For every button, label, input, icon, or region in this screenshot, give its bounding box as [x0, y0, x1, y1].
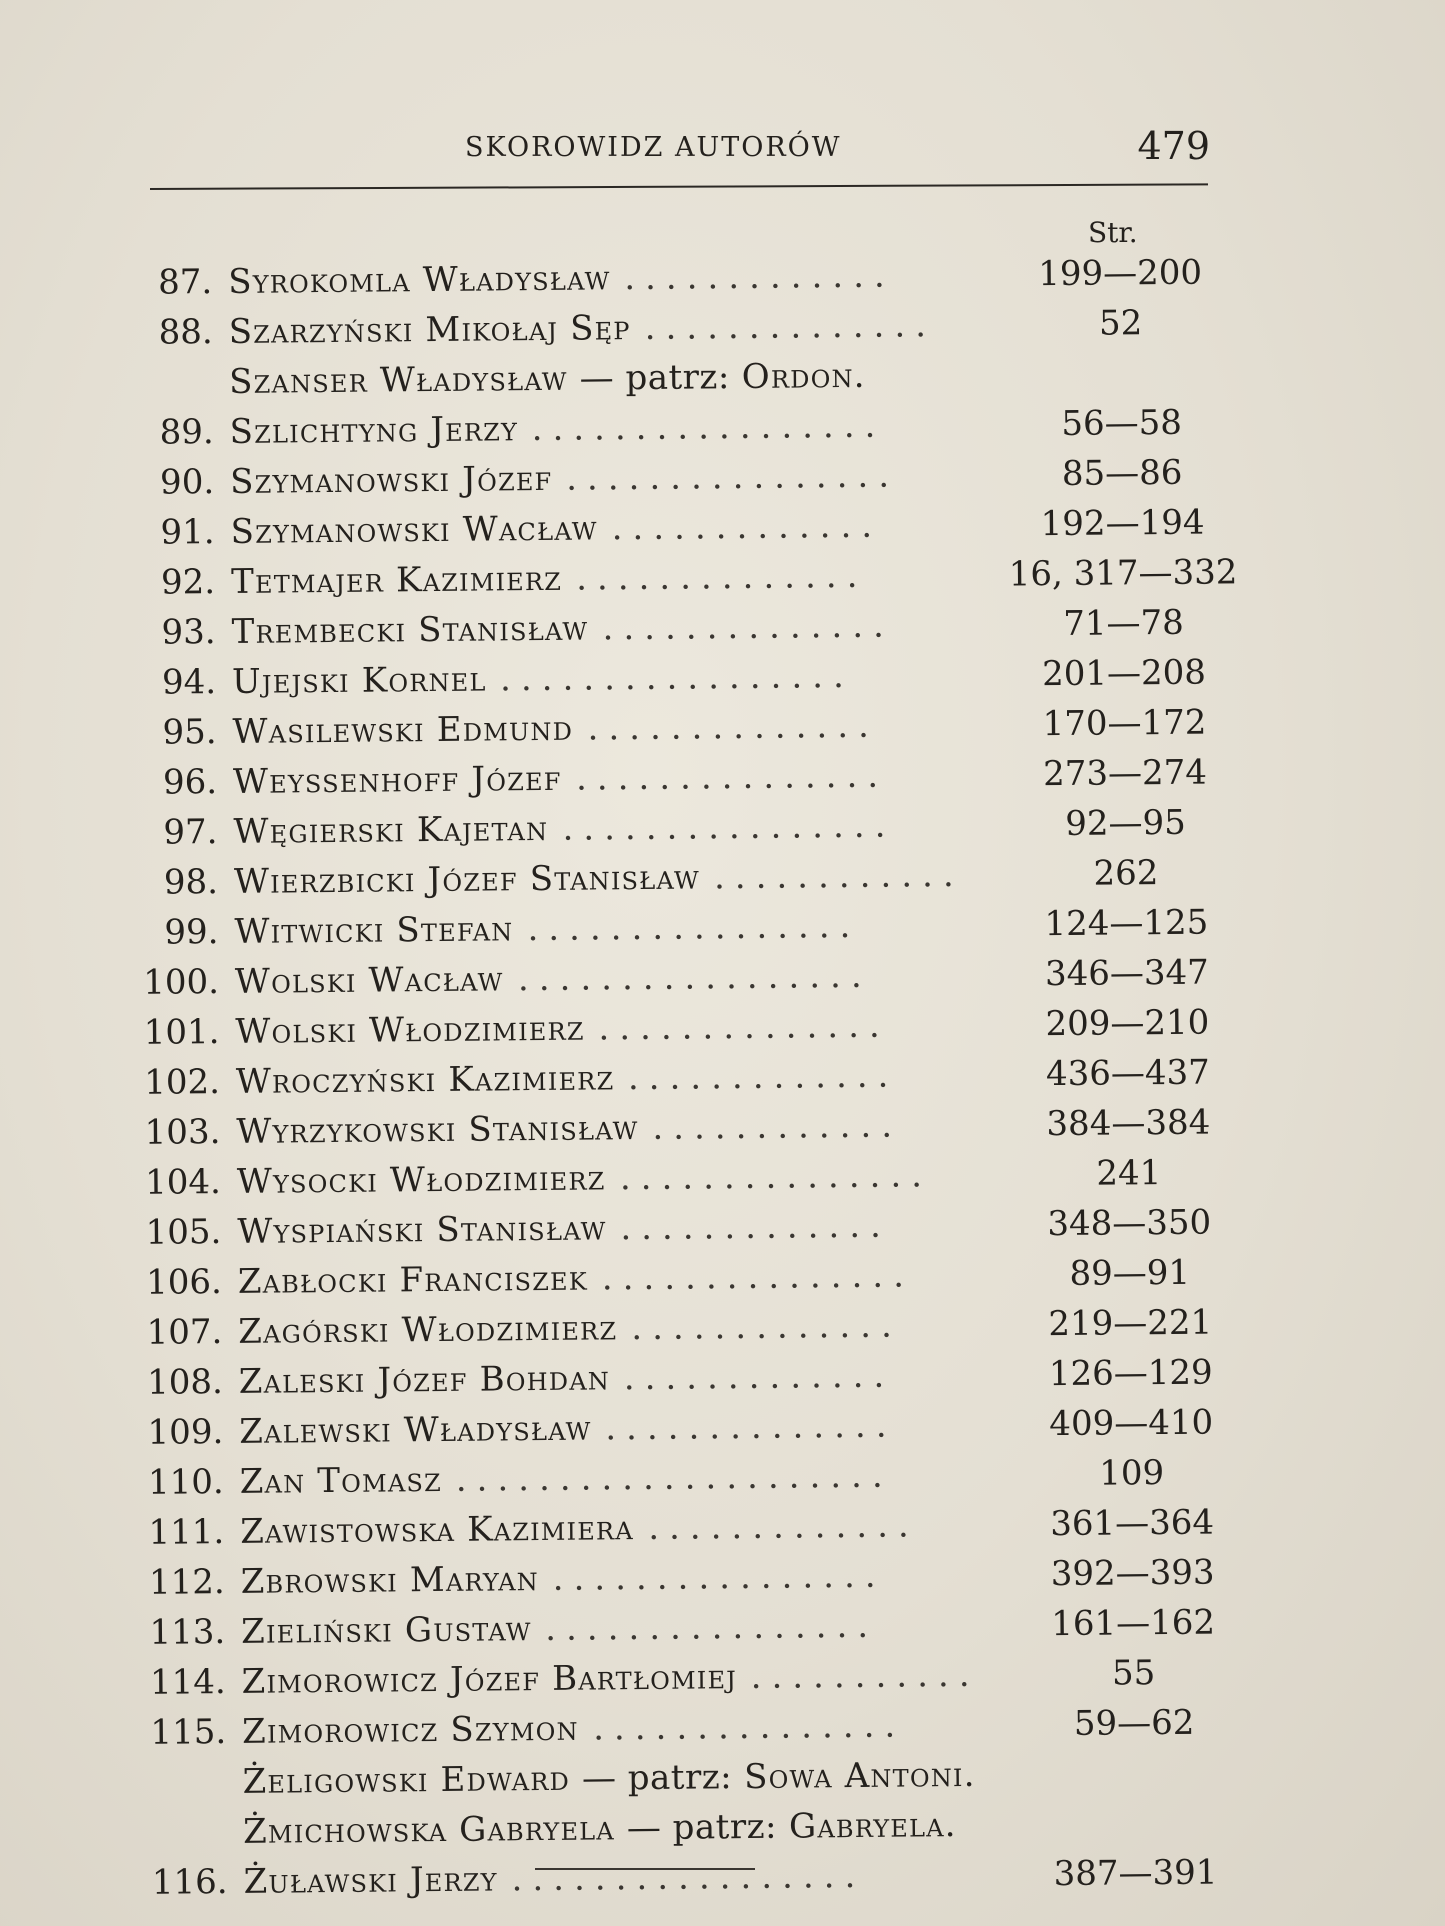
entry-number: 96. [162, 762, 218, 803]
dot-leader: ............... [575, 755, 889, 799]
entry-number: 108. [146, 1362, 223, 1403]
page-range: 241 [1096, 1153, 1162, 1194]
author-index-list [120, 247, 1256, 1908]
author-name [234, 852, 700, 906]
closing-rule [535, 1868, 755, 1870]
author-name [233, 754, 562, 807]
dot-leader: ................ [544, 1605, 879, 1649]
author-name [238, 1303, 617, 1357]
page-range: 262 [1093, 853, 1159, 894]
author-name-text: Wroczyński Kazimierz [235, 1058, 615, 1102]
author-name [235, 1004, 585, 1057]
entry-number: 101. [143, 1012, 220, 1053]
author-name-text: Wasilewski Edmund [232, 708, 574, 752]
dot-leader: .............. [605, 1405, 897, 1449]
dot-leader: ............ [713, 854, 964, 898]
page-range: 59—62 [1073, 1702, 1195, 1744]
pages-column-label: Str. [1088, 216, 1138, 249]
entry-number: 110. [147, 1462, 224, 1503]
page-range: 85—86 [1061, 452, 1183, 494]
dot-leader: ............... [601, 1255, 915, 1299]
entry-number: 94. [161, 662, 217, 703]
entry-number [135, 1807, 227, 1808]
dot-leader: .............. [644, 305, 937, 348]
dot-leader: ............. [631, 1305, 902, 1349]
dot-leader: ............. [624, 255, 895, 299]
author-name-text: Wierzbicki Józef Stanisław [233, 857, 701, 902]
dot-leader: ................ [527, 905, 861, 950]
entry-number: 104. [144, 1162, 222, 1203]
author-name-text: Witwicki Stefan [234, 909, 514, 952]
author-name-text: Zimorowicz Józef Bartłomiej [241, 1657, 738, 1702]
author-name-text: Wolski Włodzimierz [235, 1008, 585, 1052]
author-name-text: Wolski Wacław [234, 959, 504, 1002]
author-name [231, 604, 588, 657]
author-name-text: Żmichowska Gabryela [242, 1808, 616, 1852]
author-name-text: Szymanowski Józef [229, 458, 553, 502]
page-range: 126—129 [1048, 1352, 1213, 1395]
entry-number: 91. [160, 512, 215, 553]
author-name-text: Szlichtyng Jerzy [229, 409, 519, 452]
entry-number: 111. [148, 1512, 225, 1553]
entry-number [121, 357, 213, 358]
dot-leader: ............. [648, 1505, 919, 1548]
author-name-text: Zabłocki Franciszek [237, 1258, 589, 1302]
page-range: 71—78 [1063, 602, 1185, 644]
author-name-text: Zalewski Władysław [239, 1408, 592, 1452]
entry-number: 93. [161, 612, 216, 653]
page-range: 346—347 [1044, 952, 1209, 995]
author-name [243, 1854, 498, 1906]
entry-number: 106. [145, 1262, 223, 1303]
author-name [236, 1053, 615, 1107]
dot-leader: ................ [565, 455, 900, 499]
author-name [238, 1254, 589, 1307]
index-entry [135, 1847, 1255, 1908]
author-name [231, 554, 562, 607]
author-name [234, 904, 513, 957]
page-range: 170—172 [1042, 702, 1207, 745]
header-rule [150, 183, 1208, 190]
entry-number: 102. [144, 1062, 221, 1103]
page-range: 409—410 [1049, 1402, 1214, 1445]
see-reference-target: Sowa Antoni. [743, 1754, 976, 1798]
dot-leader: ................. [499, 655, 854, 700]
author-name [236, 1103, 639, 1157]
entry-number: 99. [164, 912, 219, 953]
author-name [241, 1652, 737, 1707]
entry-number: 116. [151, 1862, 228, 1903]
author-name [232, 655, 487, 707]
entry-number: 113. [149, 1612, 226, 1653]
page-range: 109 [1099, 1453, 1165, 1494]
author-name [237, 1203, 607, 1257]
author-name-text: Wyrzykowski Stanisław [236, 1108, 639, 1152]
entry-number: 97. [163, 812, 218, 853]
see-reference-target: Ordon. [741, 355, 866, 398]
page-range: 89—91 [1069, 1252, 1191, 1294]
entry-number: 107. [146, 1312, 223, 1353]
dot-leader: .............. [575, 555, 868, 599]
page-range: 436—437 [1045, 1052, 1210, 1095]
dot-leader: ................ [562, 805, 896, 849]
entry-number: 87. [157, 262, 213, 303]
page-range: 387—391 [1053, 1852, 1218, 1895]
dot-leader: ..................... [455, 1455, 893, 1500]
author-name [232, 704, 573, 757]
entry-number: 109. [147, 1412, 224, 1453]
page-range: 52 [1098, 303, 1143, 344]
page-range: 55 [1111, 1653, 1156, 1694]
author-name [240, 1503, 634, 1557]
see-reference-text: — patrz: [581, 1757, 733, 1799]
author-name [242, 1750, 975, 1807]
author-name-text: Wyspiański Stanisław [237, 1208, 607, 1252]
author-name-text: Zaleski Józef Bohdan [238, 1358, 611, 1402]
entry-number: 103. [144, 1112, 221, 1153]
dot-leader: ................ [552, 1555, 886, 1599]
entry-number: 90. [159, 462, 215, 503]
dot-leader: ............. [623, 1355, 895, 1399]
page-range: 361—364 [1050, 1502, 1215, 1545]
see-reference-target: Gabryela. [788, 1805, 957, 1847]
author-name [229, 351, 866, 407]
entry-number: 115. [150, 1712, 227, 1753]
author-name [228, 303, 630, 357]
author-name [233, 804, 548, 857]
author-name [229, 404, 518, 457]
author-name-text: Zawistowska Kazimiera [240, 1508, 634, 1552]
author-name-text: Żeligowski Edward [242, 1758, 571, 1802]
dot-leader: ............... [592, 1705, 906, 1749]
dot-leader: ........... [750, 1654, 980, 1698]
entry-number: 98. [163, 862, 219, 903]
entry-number: 88. [158, 312, 213, 353]
author-name-text: Szymanowski Wacław [230, 508, 598, 552]
page-range: 161—162 [1051, 1602, 1216, 1645]
dot-leader: ............. [620, 1205, 892, 1249]
author-name [243, 1800, 957, 1857]
running-title: SKOROWIDZ AUTORÓW [465, 132, 842, 163]
author-name [239, 1404, 592, 1457]
author-name [240, 1554, 539, 1607]
page-number: 479 [1137, 124, 1210, 168]
author-name-text: Zbrowski Maryan [240, 1559, 540, 1602]
entry-number: 95. [162, 712, 217, 753]
entry-number: 89. [159, 412, 214, 453]
author-name-text: Zagórski Włodzimierz [238, 1308, 618, 1352]
author-name [242, 1704, 579, 1757]
author-name-text: Szarzyński Mikołaj Sęp [228, 308, 631, 352]
author-name [235, 954, 504, 1007]
page-range: 384—384 [1046, 1102, 1211, 1145]
author-name [239, 1353, 611, 1407]
author-name-text: Zan Tomasz [239, 1459, 443, 1502]
see-reference-text: — patrz: [579, 357, 731, 399]
author-name-text: Żuławski Jerzy [243, 1859, 498, 1902]
page-range: 273—274 [1042, 752, 1208, 795]
dot-leader: .............. [587, 705, 880, 749]
author-name [230, 454, 553, 507]
author-name-text: Ujejski Kornel [231, 659, 487, 702]
author-name [240, 1455, 443, 1507]
dot-leader: ............... [619, 1155, 933, 1199]
page-range: 209—210 [1045, 1002, 1210, 1045]
author-name-text: Wysocki Włodzimierz [236, 1158, 606, 1202]
page-range: 124—125 [1044, 902, 1209, 945]
author-name [230, 503, 598, 557]
see-reference-text: — patrz: [626, 1806, 778, 1849]
dot-leader: ................. [511, 1855, 866, 1900]
page-range: 392—393 [1050, 1552, 1215, 1595]
entry-number: 114. [149, 1662, 226, 1703]
page-range: 56—58 [1061, 402, 1183, 444]
page-range: 92—95 [1065, 802, 1186, 844]
page-range: 199—200 [1038, 252, 1203, 295]
author-name-text: Trembecki Stanisław [231, 608, 589, 652]
author-name-text: Zimorowicz Szymon [241, 1708, 579, 1752]
page-range: 192—194 [1040, 502, 1205, 545]
author-name [228, 253, 611, 307]
author-name-text: Zieliński Gustaw [241, 1609, 532, 1652]
dot-leader: ............. [611, 505, 883, 549]
author-name [237, 1153, 606, 1207]
dot-leader: .............. [598, 1005, 890, 1049]
page-range: 348—350 [1047, 1202, 1212, 1245]
entry-number: 92. [160, 562, 216, 603]
author-name-text: Szanser Władysław [229, 358, 568, 402]
author-name-text: Tetmajer Kazimierz [230, 558, 563, 602]
entry-number: 100. [143, 962, 220, 1003]
page-range: 16, 317—332 [1008, 552, 1238, 595]
entry-number: 105. [145, 1212, 222, 1253]
author-name-text: Weyssenhoff Józef [232, 758, 562, 802]
running-header [150, 118, 1210, 178]
dot-leader: ................. [531, 405, 886, 450]
dot-leader: ................. [517, 955, 872, 1000]
page-range: 219—221 [1048, 1302, 1213, 1345]
author-name-text: Węgierski Kajetan [233, 808, 549, 852]
dot-leader: .............. [602, 605, 895, 649]
entry-number: 112. [148, 1562, 225, 1603]
author-name [241, 1604, 532, 1657]
author-name-text: Syrokomla Władysław [228, 258, 611, 302]
dot-leader: ............ [652, 1105, 903, 1148]
page-range: 201—208 [1041, 652, 1207, 695]
dot-leader: ............. [627, 1055, 899, 1099]
entry-number [134, 1757, 226, 1758]
